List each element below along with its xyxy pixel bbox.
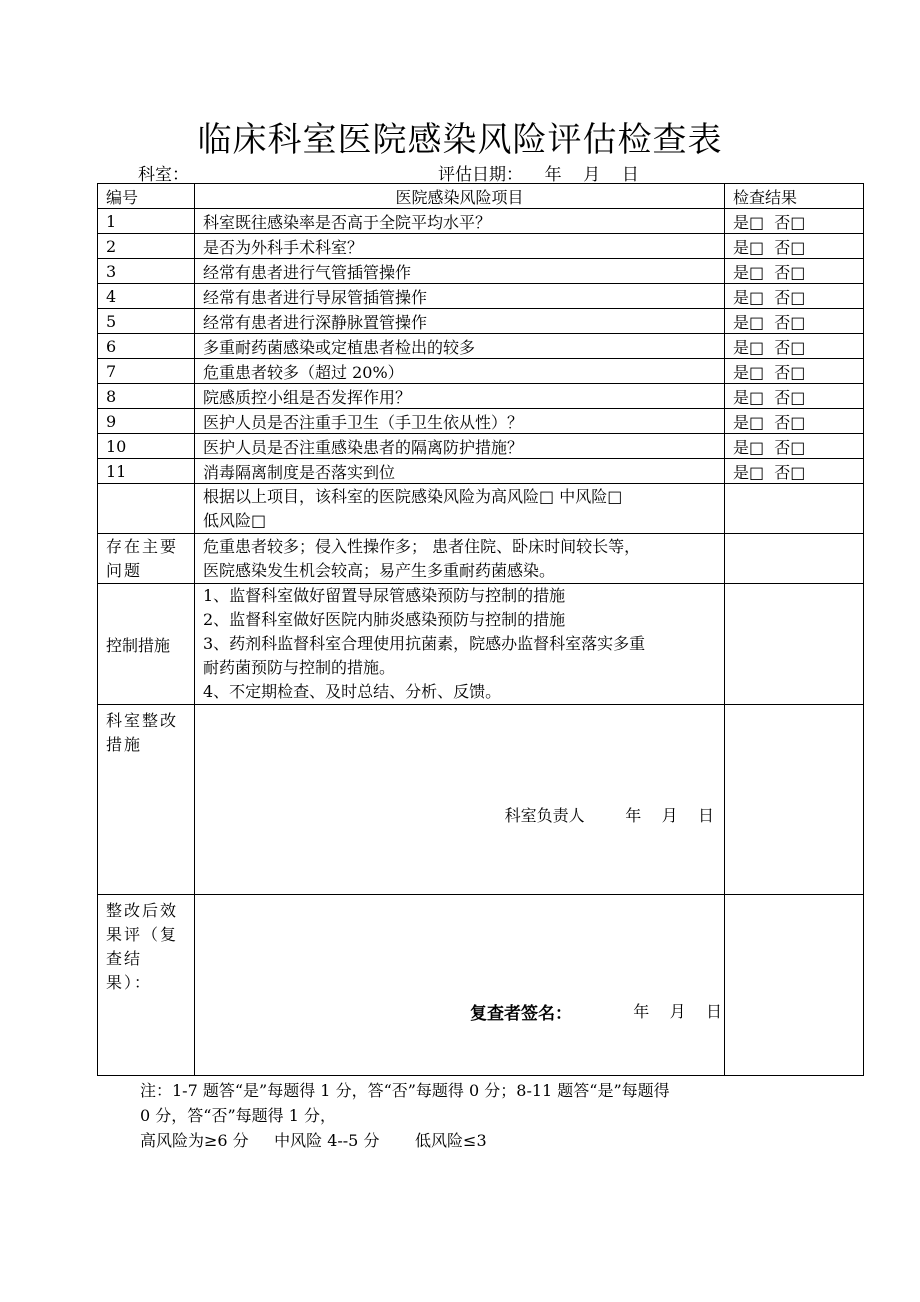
review-result-cell bbox=[725, 895, 864, 1076]
row-result-checkboxes[interactable]: 是□ 否□ bbox=[725, 234, 864, 259]
risk-assessment-table bbox=[97, 183, 864, 1076]
row-number: 6 bbox=[98, 334, 195, 359]
problems-label bbox=[98, 534, 195, 584]
table-row bbox=[98, 309, 864, 334]
row-item: 医护人员是否注重感染患者的隔离防护措施？ bbox=[195, 434, 725, 459]
reviewer-signature-date: 年 月 日 bbox=[633, 1002, 722, 1021]
row-result-checkboxes[interactable]: 是□ 否□ bbox=[725, 309, 864, 334]
row-number: 3 bbox=[98, 259, 195, 284]
assessment-date-label: 评估日期： 年 月 日 bbox=[438, 165, 639, 185]
problems-result-cell bbox=[725, 534, 864, 584]
review-label bbox=[98, 895, 195, 1076]
table-row bbox=[98, 409, 864, 434]
scoring-note-line: 注：1-7 题答“是”每题得 1 分，答“否”每题得 0 分；8-11 题答“是”每题得 bbox=[140, 1081, 670, 1100]
row-item: 是否为外科手术科室？ bbox=[195, 234, 725, 259]
row-result-checkboxes[interactable]: 是□ 否□ bbox=[725, 284, 864, 309]
table-header-row bbox=[98, 184, 864, 209]
problems-row bbox=[98, 534, 864, 584]
measure-line: 3、药剂科监督科室合理使用抗菌素，院感办监督科室落实多重 bbox=[203, 634, 646, 653]
row-item: 经常有患者进行气管插管操作 bbox=[195, 259, 725, 284]
table-row bbox=[98, 234, 864, 259]
measures-row bbox=[98, 584, 864, 705]
row-number: 5 bbox=[98, 309, 195, 334]
row-result-checkboxes[interactable]: 是□ 否□ bbox=[725, 334, 864, 359]
column-header-item: 医院感染风险项目 bbox=[195, 184, 725, 209]
row-result-checkboxes[interactable]: 是□ 否□ bbox=[725, 359, 864, 384]
summary-line: 低风险□ bbox=[203, 510, 267, 530]
row-item: 医护人员是否注重手卫生（手卫生依从性）？ bbox=[195, 409, 725, 434]
problems-content bbox=[195, 534, 725, 584]
review-content[interactable] bbox=[195, 895, 725, 1076]
rectification-label-line: 措施 bbox=[106, 735, 143, 754]
measure-line: 1、监督科室做好留置导尿管感染预防与控制的措施 bbox=[203, 586, 566, 605]
rectification-label-line: 科室整改 bbox=[106, 711, 179, 730]
row-result-checkboxes[interactable]: 是□ 否□ bbox=[725, 259, 864, 284]
row-result-checkboxes[interactable]: 是□ 否□ bbox=[725, 459, 864, 484]
measures-content bbox=[195, 584, 725, 705]
table-row bbox=[98, 334, 864, 359]
measures-result-cell bbox=[725, 584, 864, 705]
table-row bbox=[98, 284, 864, 309]
measure-line: 2、监督科室做好医院内肺炎感染预防与控制的措施 bbox=[203, 610, 566, 629]
page-title: 临床科室医院感染风险评估检查表 bbox=[197, 120, 723, 160]
table-row bbox=[98, 259, 864, 284]
table-row bbox=[98, 384, 864, 409]
scoring-note-line: 0 分，答“否”每题得 1 分， bbox=[140, 1106, 336, 1125]
problems-label-line: 问题 bbox=[106, 560, 143, 580]
row-item: 消毒隔离制度是否落实到位 bbox=[195, 459, 725, 484]
row-number: 11 bbox=[98, 459, 195, 484]
row-result-checkboxes[interactable]: 是□ 否□ bbox=[725, 209, 864, 234]
row-item: 危重患者较多（超过 20%） bbox=[195, 359, 725, 384]
rectification-row bbox=[98, 705, 864, 895]
row-result-checkboxes[interactable]: 是□ 否□ bbox=[725, 384, 864, 409]
rectification-result-cell bbox=[725, 705, 864, 895]
measure-line: 4、不定期检查、及时总结、分析、反馈。 bbox=[203, 682, 502, 701]
row-number: 9 bbox=[98, 409, 195, 434]
summary-row bbox=[98, 484, 864, 534]
row-number: 2 bbox=[98, 234, 195, 259]
row-number: 10 bbox=[98, 434, 195, 459]
row-item: 经常有患者进行深静脉置管操作 bbox=[195, 309, 725, 334]
rectification-label bbox=[98, 705, 195, 895]
row-number: 1 bbox=[98, 209, 195, 234]
problems-line: 危重患者较多；侵入性操作多； 患者住院、卧床时间较长等， bbox=[203, 536, 641, 556]
column-header-result: 检查结果 bbox=[725, 184, 864, 209]
review-row bbox=[98, 895, 864, 1076]
scoring-thresholds: 高风险为≥6 分 中风险 4--5 分 低风险≤3 bbox=[140, 1131, 487, 1150]
review-label-line: 整改后效 bbox=[106, 901, 179, 920]
row-result-checkboxes[interactable]: 是□ 否□ bbox=[725, 434, 864, 459]
review-label-line: 查结果）： bbox=[106, 949, 153, 992]
review-label-line: 果评（复 bbox=[106, 925, 179, 944]
summary-label-cell bbox=[98, 484, 195, 534]
summary-result-cell bbox=[725, 484, 864, 534]
risk-level-summary bbox=[195, 484, 725, 534]
row-result-checkboxes[interactable]: 是□ 否□ bbox=[725, 409, 864, 434]
column-header-number: 编号 bbox=[98, 184, 195, 209]
table-row bbox=[98, 209, 864, 234]
department-head-signature: 科室负责人 年 月 日 bbox=[504, 806, 714, 825]
row-item: 院感质控小组是否发挥作用？ bbox=[195, 384, 725, 409]
reviewer-signature-label: 复查者签名： bbox=[470, 1004, 572, 1024]
rectification-content[interactable] bbox=[195, 705, 725, 895]
row-number: 7 bbox=[98, 359, 195, 384]
row-item: 经常有患者进行导尿管插管操作 bbox=[195, 284, 725, 309]
table-row bbox=[98, 359, 864, 384]
row-number: 4 bbox=[98, 284, 195, 309]
problems-label-line: 存在主要 bbox=[106, 536, 179, 556]
table-row bbox=[98, 434, 864, 459]
measure-line: 耐药菌预防与控制的措施。 bbox=[203, 658, 396, 677]
row-item: 科室既往感染率是否高于全院平均水平？ bbox=[195, 209, 725, 234]
row-item: 多重耐药菌感染或定植患者检出的较多 bbox=[195, 334, 725, 359]
summary-line: 根据以上项目，该科室的医院感染风险为高风险□ 中风险□ bbox=[203, 486, 623, 506]
table-row bbox=[98, 459, 864, 484]
department-label: 科室： bbox=[138, 165, 189, 185]
measures-label: 控制措施 bbox=[98, 584, 195, 705]
row-number: 8 bbox=[98, 384, 195, 409]
problems-line: 医院感染发生机会较高；易产生多重耐药菌感染。 bbox=[203, 560, 556, 580]
